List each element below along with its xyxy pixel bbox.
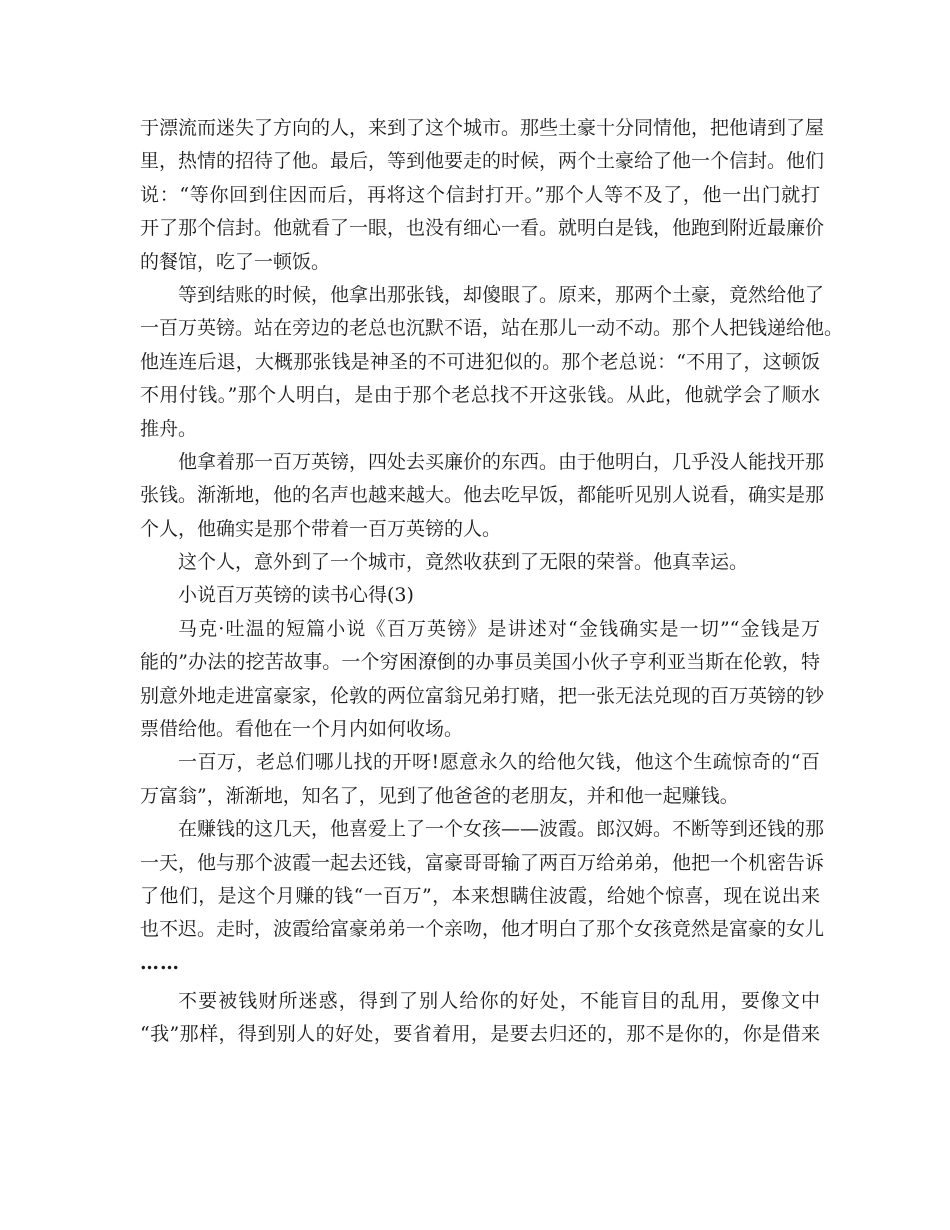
- text-line: 票借给他。看他在一个月内如何收场。: [140, 718, 464, 741]
- text-line: 里，热情的招待了他。最后，等到他要走的时候，两个土豪给了他一个信封。他们: [140, 150, 825, 173]
- text-line: 别意外地走进富豪家，伦敦的两位富翁兄弟打赌，把一张无法兑现的百万英镑的钞: [140, 684, 825, 707]
- text-line: 一百万英镑。站在旁边的老总也沉默不语，站在那儿一动不动。那个人把钱递给他。: [140, 317, 844, 340]
- text-line: 说：“等你回到住因而后，再将这个信封打开。”那个人等不及了，他一出门就打: [140, 183, 820, 206]
- text-line: 的餐馆，吃了一顿饭。: [140, 250, 331, 273]
- paragraph-first-line: 这个人，意外到了一个城市，竟然收获到了无限的荣誉。他真幸运。: [178, 551, 749, 574]
- text-line: “我”那样，得到别人的好处，要省着用，是要去归还的，那不是你的，你是借来: [140, 1023, 820, 1046]
- paragraph-first-line: 等到结账的时候，他拿出那张钱，却傻眼了。原来，那两个土豪，竟然给他了: [178, 283, 825, 306]
- text-line: 个人，他确实是那个带着一百万英镑的人。: [140, 517, 502, 540]
- text-line: 万富翁”，渐渐地，知名了，见到了他爸爸的老朋友，并和他一起赚钱。: [140, 784, 739, 807]
- paragraph-first-line: 他拿着那一百万英镑，四处去买廉价的东西。由于他明白，几乎没人能找开那: [178, 450, 825, 473]
- text-line: 张钱。渐渐地，他的名声也越来越大。他去吃早饭，都能听见别人说看，确实是那: [140, 484, 825, 507]
- section-heading: 小说百万英镑的读书心得(3): [178, 584, 414, 607]
- text-line: 不用付钱。”那个人明白，是由于那个老总找不开这张钱。从此，他就学会了顺水: [140, 384, 820, 407]
- text-line: 于漂流而迷失了方向的人，来到了这个城市。那些土豪十分同情他，把他请到了屋: [140, 117, 825, 139]
- text-line: 能的”办法的挖苦故事。一个穷困潦倒的办事员美国小伙子亨利亚当斯在伦敦，特: [140, 651, 820, 674]
- paragraph-first-line: 在赚钱的这几天，他喜爱上了一个女孩——波霞。郎汉姆。不断等到还钱的那: [178, 818, 825, 841]
- text-line: 一天，他与那个波霞一起去还钱，富豪哥哥输了两百万给弟弟，他把一个机密告诉: [140, 851, 825, 874]
- text-line: 了他们，是这个月赚的钱“一百万”，本来想瞒住波霞，给她个惊喜，现在说出来: [140, 884, 820, 907]
- ellipsis: ……: [140, 951, 180, 974]
- document-body: [140, 112, 844, 1052]
- paragraph-first-line: 一百万，老总们哪儿找的开呀!愿意永久的给他欠钱，他这个生疏惊奇的“百: [178, 751, 820, 774]
- text-line: 开了那个信封。他就看了一眼，也没有细心一看。就明白是钱，他跑到附近最廉价: [140, 217, 825, 240]
- paragraph-first-line: 马克·吐温的短篇小说《百万英镑》是讲述对“金钱确实是一切”“金钱是万: [178, 617, 820, 640]
- text-line: 推舟。: [140, 417, 198, 440]
- text-line: 他连连后退，大概那张钱是神圣的不可进犯似的。那个老总说：“不用了，这顿饭: [140, 350, 820, 373]
- paragraph-first-line: 不要被钱财所迷惑，得到了别人给你的好处，不能盲目的乱用，要像文中: [178, 989, 820, 1012]
- text-line: 也不迟。走时，波霞给富豪弟弟一个亲吻，他才明白了那个女孩竟然是富豪的女儿: [140, 918, 825, 941]
